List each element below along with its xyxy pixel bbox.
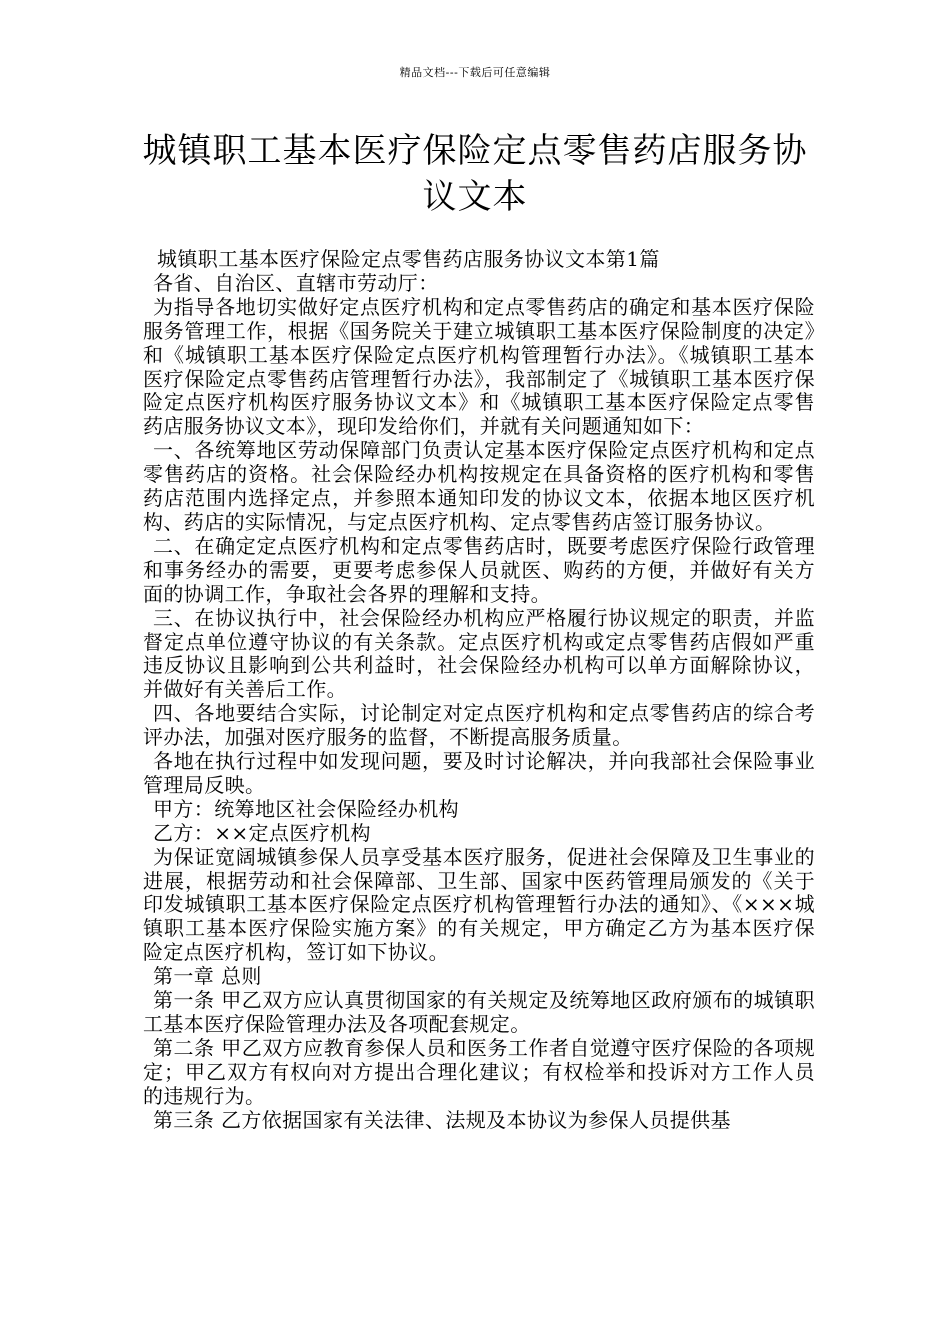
- body-paragraph: 为保证宽阔城镇参保人员享受基本医疗服务，促进社会保障及卫生事业的进展，根据劳动和社会保障部、卫生部、国家中医药管理局颁发的《关于印发城镇职工基本医疗保险定点医疗机构管理暂行办法的通知》、《×××城镇职工基本医疗保险实施方案》的有关规定，甲方确定乙方为基本医疗保险定点医疗机构，签订如下协议。: [143, 844, 815, 965]
- document-title: 城镇职工基本医疗保险定点零售药店服务协议文本: [142, 131, 808, 217]
- body-paragraph: 为指导各地切实做好定点医疗机构和定点零售药店的确定和基本医疗保险服务管理工作，根据《国务院关于建立城镇职工基本医疗保险制度的决定》和《城镇职工基本医疗保险定点医疗机构管理暂行办法》。《城镇职工基本医疗保险定点零售药店管理暂行办法》，我部制定了《城镇职工基本医疗保险定点医疗机构医疗服务协议文本》和《城镇职工基本医疗保险定点零售药店服务协议文本》，现印发给你们，并就有关问题通知如下：: [143, 294, 815, 439]
- document-body: [143, 248, 815, 1133]
- body-paragraph: 四、各地要结合实际，讨论制定对定点医疗机构和定点零售药店的综合考评办法，加强对医疗服务的监督，不断提高服务质量。: [143, 701, 815, 750]
- party-b-line: 乙方：××定点医疗机构: [153, 820, 371, 845]
- body-paragraph-salutation: 各省、自治区、直辖市劳动厅：: [153, 270, 439, 295]
- body-paragraph-subtitle: 城镇职工基本医疗保险定点零售药店服务协议文本第1篇: [157, 247, 660, 271]
- body-paragraph: 三、在协议执行中，社会保险经办机构应严格履行协议规定的职责，并监督定点单位遵守协议的有关条款。定点医疗机构或定点零售药店假如严重违反协议且影响到公共利益时，社会保险经办机构可以单方面解除协议，并做好有关善后工作。: [143, 605, 815, 702]
- body-paragraph: 一、各统筹地区劳动保障部门负责认定基本医疗保险定点医疗机构和定点零售药店的资格。社会保险经办机构按规定在具备资格的医疗机构和零售药店范围内选择定点，并参照本通知印发的协议文本，依据本地区医疗机构、药店的实际情况，与定点医疗机构、定点零售药店签订服务协议。: [143, 438, 815, 534]
- article-paragraph: 第三条 乙方依据国家有关法律、法规及本协议为参保人员提供基: [153, 1107, 731, 1132]
- body-paragraph: 各地在执行过程中如发现问题，要及时讨论解决，并向我部社会保险事业管理局反映。: [143, 749, 815, 797]
- article-paragraph: 第一条 甲乙双方应认真贯彻国家的有关规定及统筹地区政府颁布的城镇职工基本医疗保险管理办法及各项配套规定。: [143, 988, 815, 1036]
- article-paragraph: 第二条 甲乙双方应教育参保人员和医务工作者自觉遵守医疗保险的各项规定；甲乙双方有权向对方提出合理化建议；有权检举和投诉对方工作人员的违规行为。: [143, 1035, 815, 1108]
- party-a-line: 甲方：统筹地区社会保险经办机构: [153, 796, 459, 821]
- chapter-heading: 第一章 总则: [153, 964, 262, 989]
- body-paragraph: 二、在确定定点医疗机构和定点零售药店时，既要考虑医疗保险行政管理和事务经办的需要，更要考虑参保人员就医、购药的方便，并做好有关方面的协调工作，争取社会各界的理解和支持。: [143, 533, 815, 606]
- header-note: 精品文档---下载后可任意编辑: [399, 66, 551, 79]
